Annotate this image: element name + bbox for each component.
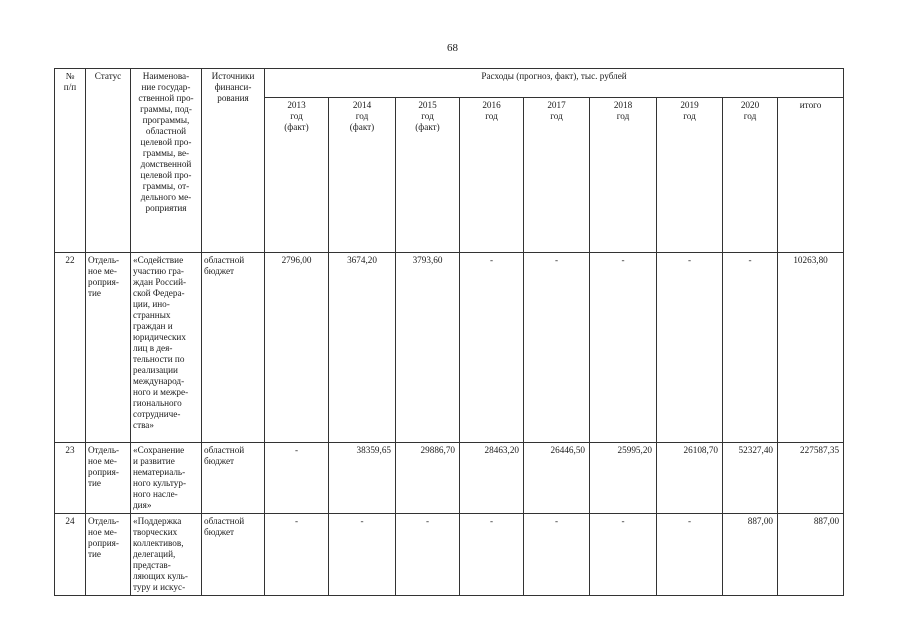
header-year-2014: 2014 год (факт) bbox=[329, 98, 396, 253]
value-2020: - bbox=[723, 253, 778, 443]
header-source: Источники финанси- рования bbox=[202, 69, 265, 253]
value-total: 887,00 bbox=[778, 514, 844, 596]
value-2015: 29886,70 bbox=[396, 443, 460, 514]
value-2013: - bbox=[265, 443, 329, 514]
header-year-2019: 2019 год bbox=[657, 98, 723, 253]
value-total: 227587,35 bbox=[778, 443, 844, 514]
value-2017: - bbox=[524, 514, 590, 596]
header-year-2013: 2013 год (факт) bbox=[265, 98, 329, 253]
row-source: областной бюджет bbox=[202, 253, 265, 443]
header-name: Наименова- ние государ- ственной про- граммы, под- программы, областной целевой про- граммы, ве- домственной целевой про- граммы, от- дельного ме- роприятия bbox=[131, 69, 202, 253]
row-status: Отдель- ное ме- роприя- тие bbox=[86, 514, 131, 596]
header-year-2015: 2015 год (факт) bbox=[396, 98, 460, 253]
page-number: 68 bbox=[447, 42, 458, 54]
value-2014: 38359,65 bbox=[329, 443, 396, 514]
row-name: «Содействие участию гра- ждан Россий- ской Федера- ции, ино- странных граждан и юридических лиц в дея- тельности по реализации международ- ного и межре- гионального сотрудниче- ства» bbox=[131, 253, 202, 443]
row-source: областной бюджет bbox=[202, 514, 265, 596]
value-2014: 3674,20 bbox=[329, 253, 396, 443]
value-2019: - bbox=[657, 253, 723, 443]
value-2017: 26446,50 bbox=[524, 443, 590, 514]
table-row bbox=[55, 253, 844, 443]
value-2020: 52327,40 bbox=[723, 443, 778, 514]
value-2019: - bbox=[657, 514, 723, 596]
value-2013: 2796,00 bbox=[265, 253, 329, 443]
value-2020: 887,00 bbox=[723, 514, 778, 596]
value-2016: - bbox=[460, 253, 524, 443]
row-num: 24 bbox=[55, 514, 86, 596]
row-name: «Сохранение и развитие нематериаль- ного культур- ного насле- дия» bbox=[131, 443, 202, 514]
value-2014: - bbox=[329, 514, 396, 596]
row-status: Отдель- ное ме- роприя- тие bbox=[86, 253, 131, 443]
header-year-2020: 2020 год bbox=[723, 98, 778, 253]
header-total: итого bbox=[778, 98, 844, 253]
row-status: Отдель- ное ме- роприя- тие bbox=[86, 443, 131, 514]
header-expenses: Расходы (прогноз, факт), тыс. рублей bbox=[265, 69, 844, 98]
value-2017: - bbox=[524, 253, 590, 443]
budget-table bbox=[54, 68, 844, 596]
value-2013: - bbox=[265, 514, 329, 596]
row-num: 22 bbox=[55, 253, 86, 443]
value-2016: - bbox=[460, 514, 524, 596]
value-2015: 3793,60 bbox=[396, 253, 460, 443]
header-year-2017: 2017 год bbox=[524, 98, 590, 253]
row-name: «Поддержка творческих коллективов, делегаций, представ- ляющих куль- туру и искус- bbox=[131, 514, 202, 596]
value-2015: - bbox=[396, 514, 460, 596]
row-source: областной бюджет bbox=[202, 443, 265, 514]
header-year-2018: 2018 год bbox=[590, 98, 657, 253]
value-2018: - bbox=[590, 514, 657, 596]
value-2018: - bbox=[590, 253, 657, 443]
header-row-top bbox=[55, 69, 844, 98]
header-year-2016: 2016 год bbox=[460, 98, 524, 253]
value-2018: 25995,20 bbox=[590, 443, 657, 514]
row-num: 23 bbox=[55, 443, 86, 514]
table-row bbox=[55, 514, 844, 596]
value-2016: 28463,20 bbox=[460, 443, 524, 514]
value-total: 10263,80 bbox=[778, 253, 844, 443]
header-num: № п/п bbox=[55, 69, 86, 253]
table-row bbox=[55, 443, 844, 514]
value-2019: 26108,70 bbox=[657, 443, 723, 514]
header-status: Статус bbox=[86, 69, 131, 253]
